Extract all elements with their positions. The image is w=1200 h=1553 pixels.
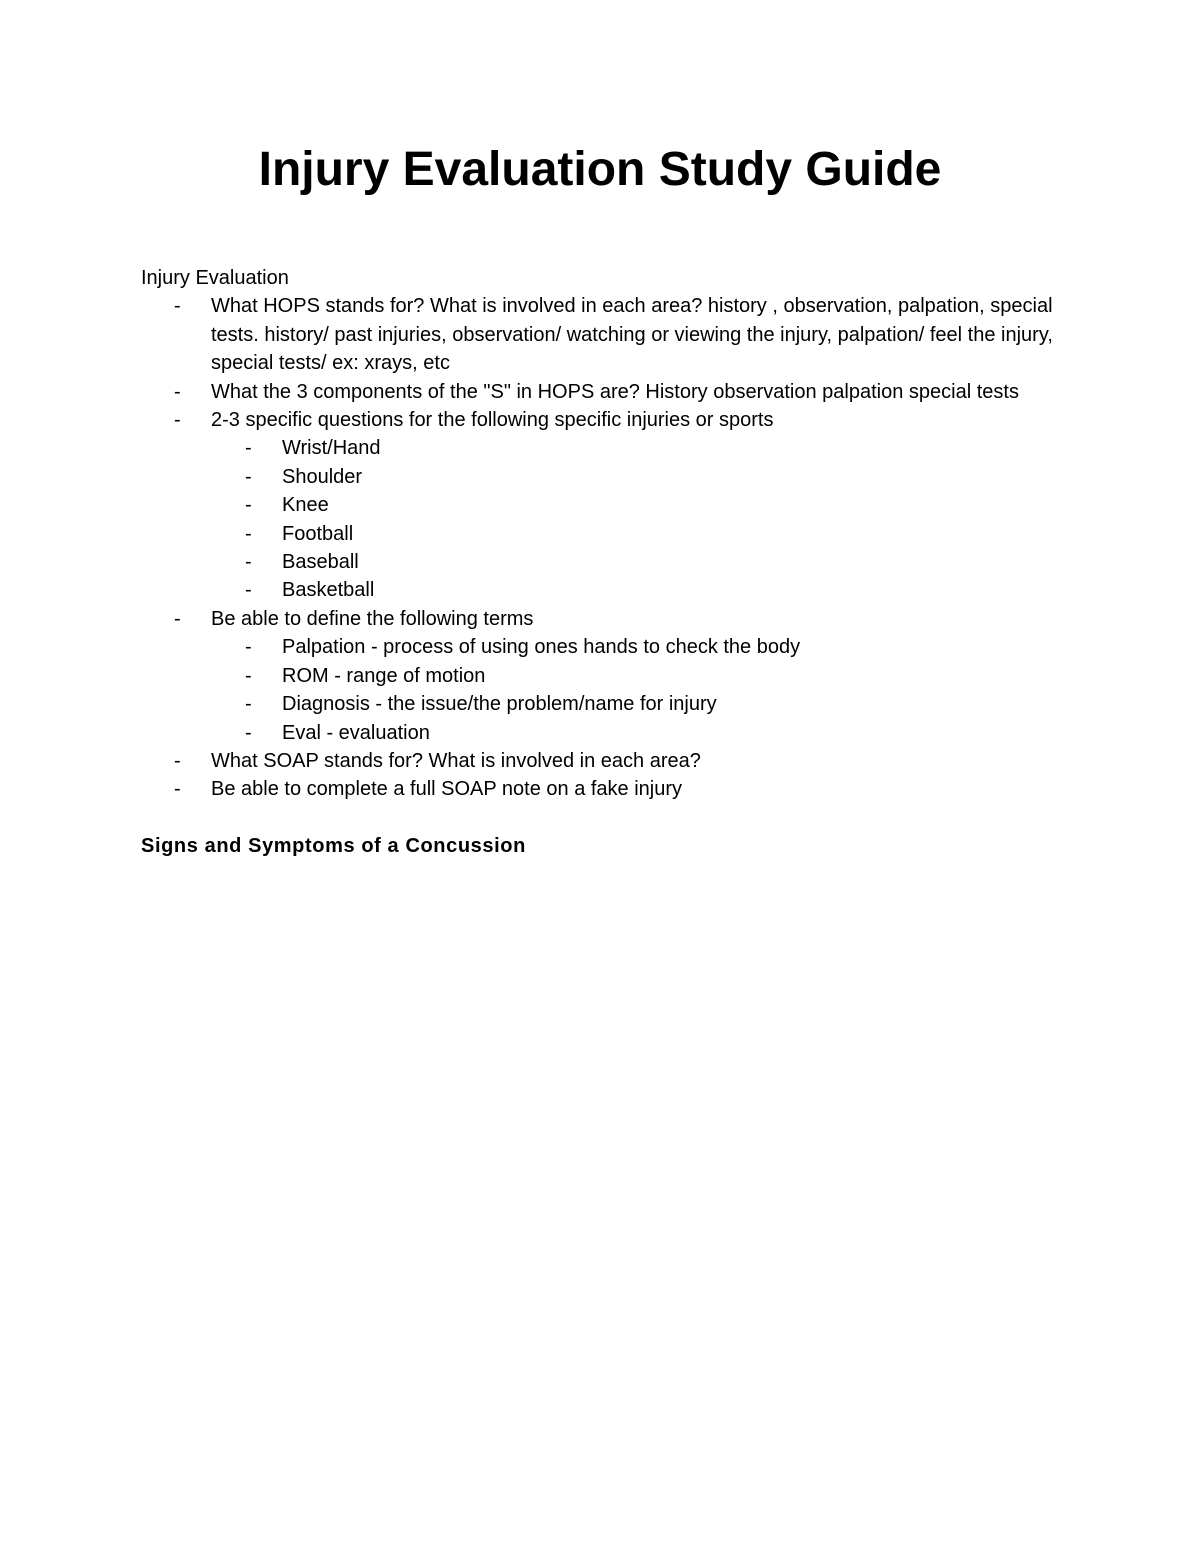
dash-bullet: - [174, 778, 181, 801]
sub-list-item [211, 690, 1071, 718]
dash-bullet: - [245, 664, 252, 687]
sub-list-item-text: Diagnosis - the issue/the problem/name for injury [282, 693, 717, 716]
sub-list-item-text: Palpation - process of using ones hands to check the body [282, 636, 801, 659]
list-item [141, 378, 1071, 406]
sub-list-item-text: ROM - range of motion [282, 664, 486, 687]
sub-list-item-text: Shoulder [282, 465, 363, 488]
sub-list-item-text: Eval - evaluation [282, 721, 430, 744]
sub-list [211, 434, 1071, 604]
list-item [141, 775, 1071, 803]
list-item-text: What SOAP stands for? What is involved in each area? [211, 749, 701, 772]
sub-list-item-text: Knee [282, 494, 329, 517]
dash-bullet: - [245, 551, 252, 574]
list-item-text: What the 3 components of the "S" in HOPS are? History observation palpation special tests [211, 380, 1019, 403]
dash-bullet: - [245, 636, 252, 659]
list-item-text: Be able to complete a full SOAP note on a fake injury [211, 778, 683, 801]
page-title: Injury Evaluation Study Guide [258, 143, 942, 196]
dash-bullet: - [245, 579, 252, 602]
dash-bullet: - [245, 693, 252, 716]
sub-list-item [211, 520, 1071, 548]
dash-bullet: - [174, 749, 181, 772]
sub-list-item [211, 434, 1071, 462]
sub-list-item [211, 548, 1071, 576]
sub-list-item [211, 719, 1071, 747]
list-item-text: What HOPS stands for? What is involved in each area? history , observation, palpation, special tests. history/ past injuries, observation/ watching or viewing the injury, palpation/ feel the injury, special tests/ ex: xrays, etc [211, 295, 1053, 375]
section-subheading: Signs and Symptoms of a Concussion [141, 834, 526, 857]
sub-list-item [211, 576, 1071, 604]
sub-list-item [211, 463, 1071, 491]
dash-bullet: - [245, 494, 252, 517]
sub-list-item-text: Wrist/Hand [282, 437, 381, 460]
dash-bullet: - [245, 465, 252, 488]
dash-bullet: - [174, 607, 181, 630]
dash-bullet: - [245, 437, 252, 460]
sub-list-item [211, 662, 1071, 690]
sub-list-item [211, 633, 1071, 661]
sub-list [211, 633, 1071, 747]
sub-list-item-text: Basketball [282, 579, 375, 602]
sub-list-item-text: Football [282, 522, 354, 545]
list-item-text: 2-3 specific questions for the following specific injuries or sports [211, 409, 774, 432]
dash-bullet: - [245, 522, 252, 545]
dash-bullet: - [174, 409, 181, 432]
list-item-text: Be able to define the following terms [211, 607, 534, 630]
document-body [141, 264, 1071, 860]
list-item [141, 292, 1071, 377]
section-label: Injury Evaluation [141, 267, 289, 289]
sub-list-item [211, 491, 1071, 519]
list-item [141, 747, 1071, 775]
main-list [141, 292, 1071, 803]
list-item [141, 406, 1071, 605]
list-item [141, 605, 1071, 747]
dash-bullet: - [174, 295, 181, 318]
sub-list-item-text: Baseball [282, 551, 359, 574]
dash-bullet: - [245, 721, 252, 744]
dash-bullet: - [174, 380, 181, 403]
